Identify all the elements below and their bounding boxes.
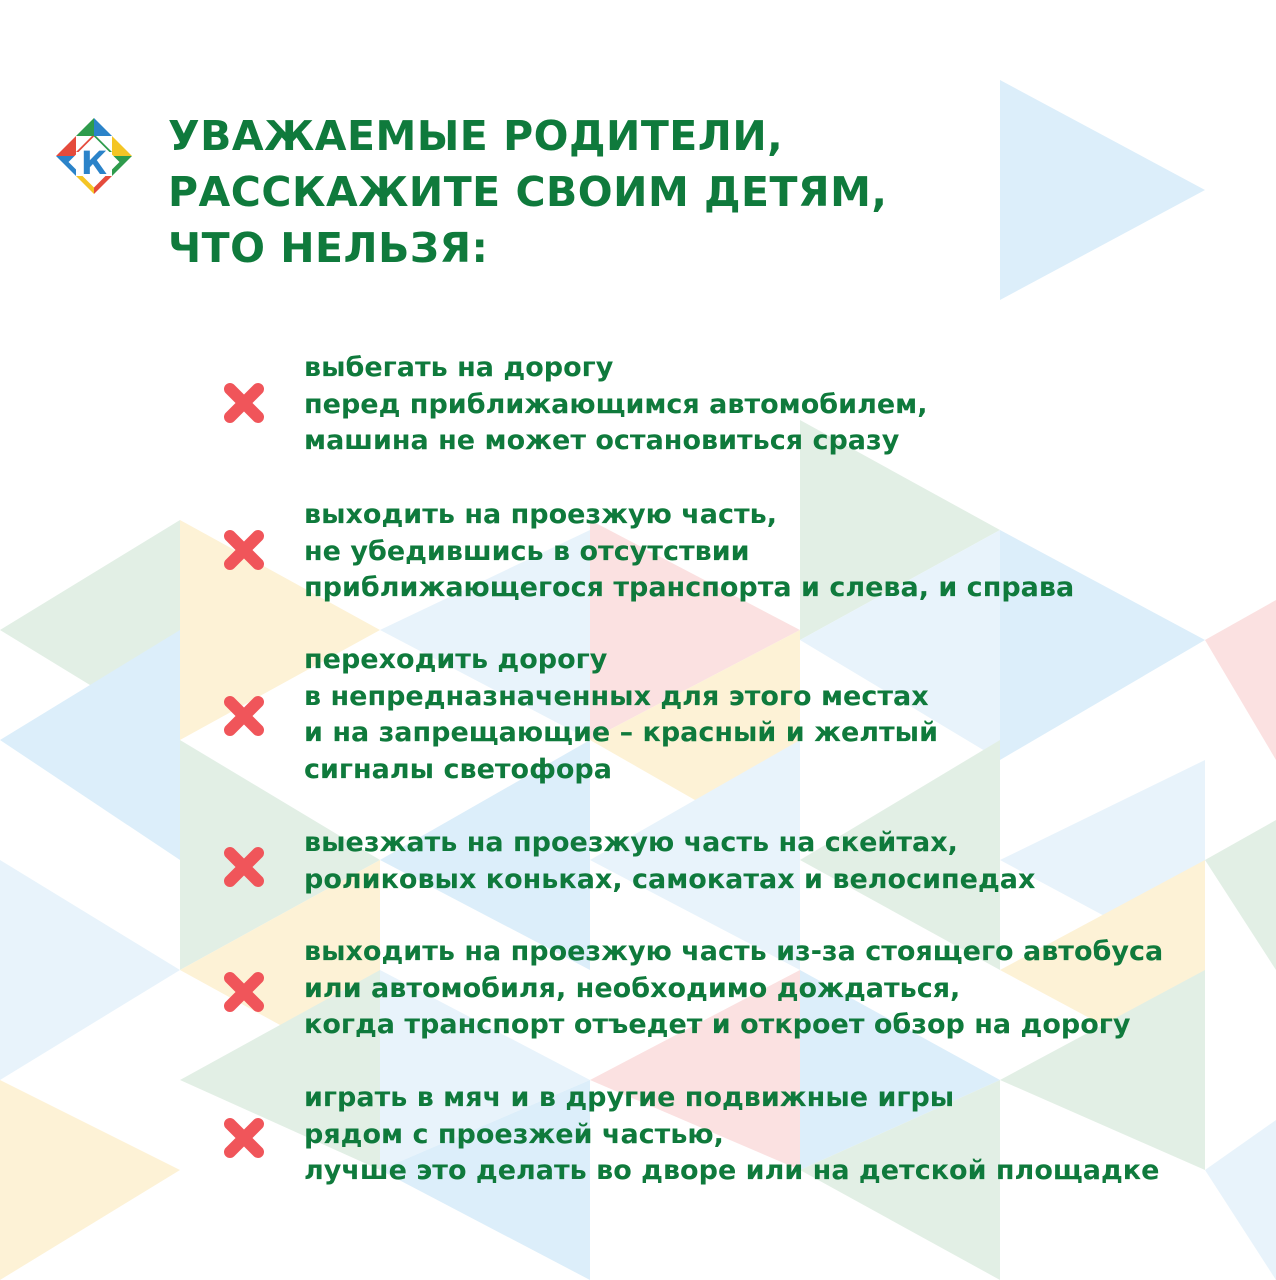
title-line: ЧТО НЕЛЬЗЯ: xyxy=(168,224,489,272)
rule-line: сигналы светофора xyxy=(304,753,612,785)
svg-text:К: К xyxy=(80,144,108,182)
rule-line: выбегать на дорогу xyxy=(304,352,614,383)
rule-text xyxy=(304,642,938,788)
rule-line: играть в мяч и в другие подвижные игры xyxy=(304,1082,955,1113)
rule-line: роликовых коньках, самокатах и велосипедах xyxy=(304,863,1036,895)
page-title xyxy=(168,108,887,276)
rule-line: выезжать на проезжую часть на скейтах, xyxy=(304,827,958,858)
rule-line: переходить дорогу xyxy=(304,644,608,675)
rule-text xyxy=(304,825,1035,898)
rule-text xyxy=(304,497,1074,607)
red-cross-icon xyxy=(220,843,268,891)
title-line: РАССКАЖИТЕ СВОИМ ДЕТЯМ, xyxy=(168,168,888,216)
rule-line: выходить на проезжую часть из-за стоящего автобуса xyxy=(304,936,1164,967)
rule-line: когда транспорт отъедет и откроет обзор на дорогу xyxy=(304,1009,1131,1040)
red-cross-icon xyxy=(220,692,268,740)
rule-line: рядом с проезжей частью, xyxy=(304,1118,724,1150)
rule-line: выходить на проезжую часть, xyxy=(304,499,777,530)
rule-text xyxy=(304,350,927,460)
logo-k-icon xyxy=(46,116,142,200)
rule-line: не убедившись в отсутствии xyxy=(304,535,750,567)
rule-line: или автомобиля, необходимо дождаться, xyxy=(304,972,961,1004)
rule-line: в непредназначенных для этого местах xyxy=(304,680,929,712)
rule-line: и на запрещающие – красный и желтый xyxy=(304,717,939,748)
rule-text xyxy=(304,934,1163,1044)
red-cross-icon xyxy=(220,379,268,427)
rule-line: лучше это делать во дворе или на детской площадке xyxy=(304,1155,1160,1186)
rule-line: приближающегося транспорта и слева, и справа xyxy=(304,572,1075,603)
red-cross-icon xyxy=(220,526,268,574)
rule-line: перед приближающимся автомобилем, xyxy=(304,388,928,420)
rule-text xyxy=(304,1080,1159,1190)
red-cross-icon xyxy=(220,968,268,1016)
red-cross-icon xyxy=(220,1114,268,1162)
title-line: УВАЖАЕМЫЕ РОДИТЕЛИ, xyxy=(168,112,784,160)
rule-line: машина не может остановиться сразу xyxy=(304,425,900,456)
